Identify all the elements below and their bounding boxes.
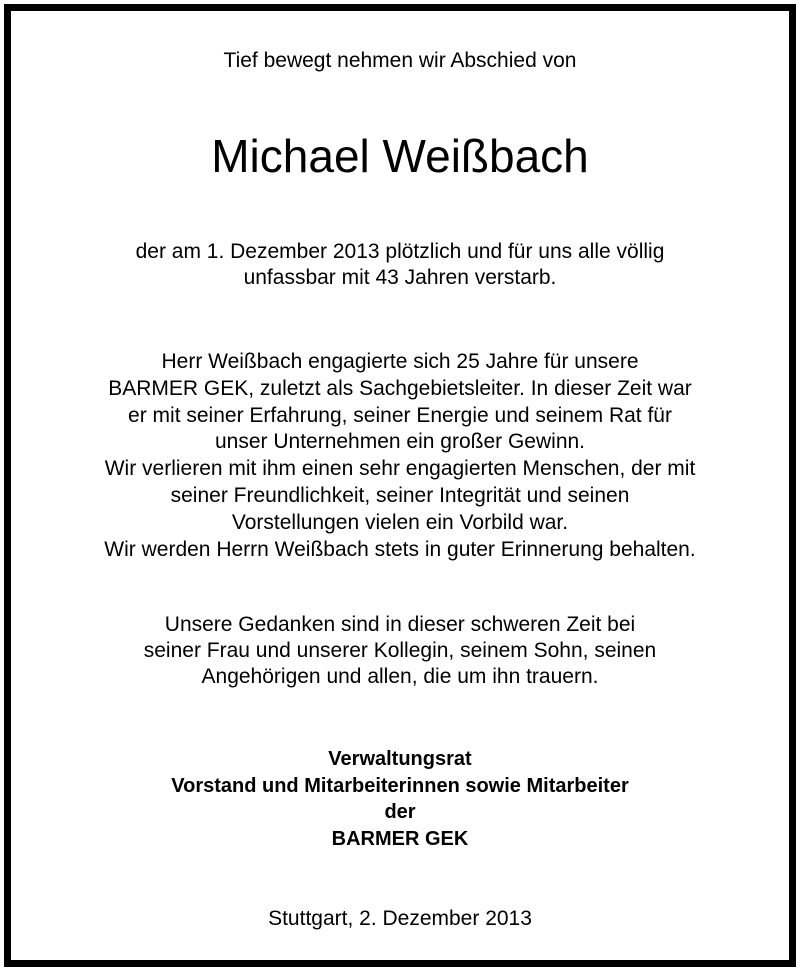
text-line: seiner Frau und unserer Kollegin, seinem Sohn, seinen: [143, 639, 657, 662]
signature-block: [11, 746, 789, 852]
death-notice-paragraph: [11, 239, 789, 291]
text-line: Vorstellungen vielen ein Vorbild war.: [231, 510, 569, 534]
text-line: unser Unternehmen ein großer Gewinn.: [214, 430, 586, 454]
text-line: unfassbar mit 43 Jahren verstarb.: [243, 266, 557, 289]
signature-line: der: [384, 801, 416, 823]
text-line: Herr Weißbach engagierte sich 25 Jahre für unsere: [161, 350, 639, 373]
intro-text: Tief bewegt nehmen wir Abschied von: [223, 49, 577, 72]
text-line: er mit seiner Erfahrung, seiner Energie und seinem Rat für: [128, 403, 672, 427]
signature-line: Verwaltungsrat: [328, 748, 472, 770]
deceased-name: Michael Weißbach: [211, 130, 589, 182]
text-line: Angehörigen und allen, die um ihn trauern.: [201, 665, 599, 688]
text-line: BARMER GEK, zuletzt als Sachgebietsleiter. In dieser Zeit war: [108, 376, 692, 400]
condolence-paragraph: [11, 612, 789, 690]
text-line: seiner Freundlichkeit, seiner Integrität und seinen: [170, 483, 630, 507]
text-line: der am 1. Dezember 2013 plötzlich und für uns alle völlig: [135, 240, 665, 263]
text-line: Wir verlieren mit ihm einen sehr engagierten Menschen, der mit: [104, 457, 696, 481]
tribute-paragraph: [11, 349, 789, 563]
obituary-notice: [4, 4, 796, 967]
place-date: Stuttgart, 2. Dezember 2013: [268, 907, 532, 930]
signature-line: Vorstand und Mitarbeiterinnen sowie Mitarbeiter: [171, 774, 629, 797]
signature-line: BARMER GEK: [331, 827, 469, 850]
text-line: Unsere Gedanken sind in dieser schweren Zeit bei: [164, 613, 636, 636]
text-line: Wir werden Herrn Weißbach stets in guter Erinnerung behalten.: [104, 537, 696, 561]
